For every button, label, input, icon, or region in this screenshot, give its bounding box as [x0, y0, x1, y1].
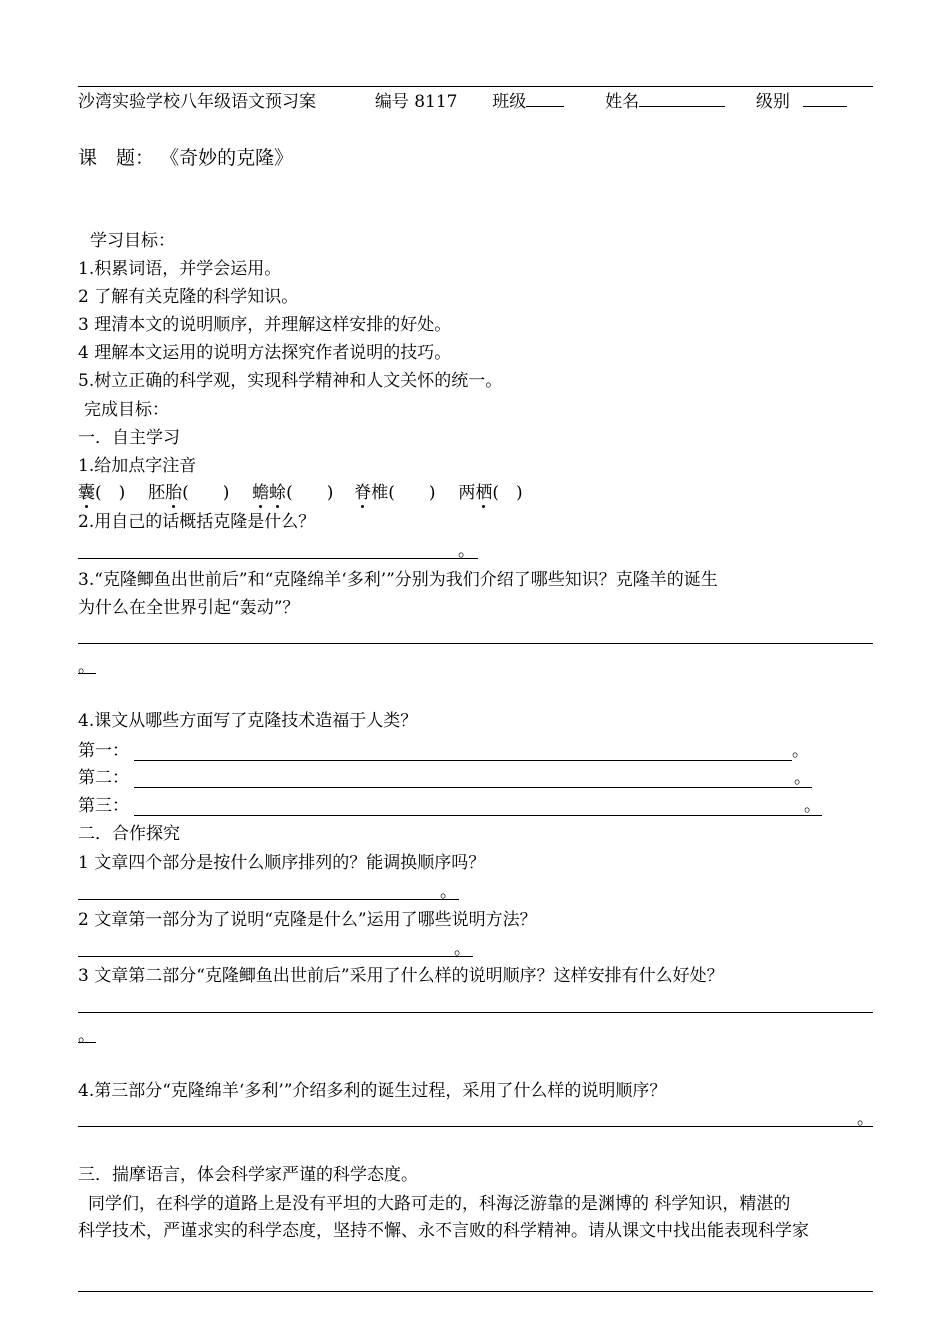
topic [78, 148, 293, 168]
full-stop: 。 [794, 768, 811, 788]
full-stop: 。 [458, 541, 475, 561]
full-stop: 。 [454, 939, 471, 959]
full-stop: 。 [78, 657, 95, 677]
q4-item-3: 第三： [78, 796, 129, 816]
doc-number: 编号 8117 [374, 92, 458, 112]
school-title: 沙湾实验学校八年级语文预习案 [78, 92, 316, 112]
answer-line-end [78, 1042, 96, 1043]
section1-q2: 2.用自己的话概括克隆是什么？ [78, 512, 316, 532]
objectives-heading: 学习目标： [90, 231, 175, 251]
section2-heading: 二．合作探究 [78, 824, 180, 844]
section2-q4: 4.第三部分“克隆绵羊‘多利’”介绍多利的诞生过程，采用了什么样的说明顺序？ [78, 1081, 667, 1101]
full-stop: 。 [78, 1026, 95, 1046]
full-stop: 。 [804, 796, 821, 816]
answer-line[interactable] [78, 1291, 873, 1292]
full-stop: 。 [792, 741, 809, 761]
objective-4: 4 理解本文运用的说明方法探究作者说明的技巧。 [78, 343, 452, 363]
q4-item-2: 第二： [78, 768, 129, 788]
answer-line[interactable] [134, 760, 792, 761]
complete-heading: 完成目标： [84, 400, 169, 420]
header-top-rule [78, 86, 873, 87]
answer-line[interactable] [78, 643, 873, 644]
section3-paragraph-line2: 科学技术，严谨求实的科学态度，坚持不懈、永不言败的科学精神。请从课文中找出能表现科学家 [78, 1221, 809, 1241]
section1-q3-line1: 3.“克隆鲫鱼出世前后”和“克隆绵羊‘多利’”分别为我们介绍了哪些知识？克隆羊的诞生 [78, 570, 718, 590]
answer-line-end [78, 673, 96, 674]
objective-5: 5.树立正确的科学观，实现科学精神和人文关怀的统一。 [78, 371, 503, 391]
section1-q4: 4.课文从哪些方面写了克隆技术造福于人类？ [78, 711, 418, 731]
section3-paragraph-line1: 同学们，在科学的道路上是没有平坦的大路可走的，科海泛游靠的是渊博的 科学知识，精湛的 [88, 1194, 791, 1214]
name-field[interactable] [639, 90, 725, 107]
level-label: 级别 [755, 92, 790, 112]
section1-q1: 1.给加点字注音 [78, 456, 197, 476]
dotted-char: 囊 [78, 483, 95, 503]
topic-title: 《奇妙的克隆》 [160, 147, 294, 169]
class-label: 班级 [492, 92, 527, 112]
dotted-char: 蜍 [269, 483, 287, 503]
section3-heading: 三．揣摩语言，体会科学家严谨的科学态度。 [78, 1165, 418, 1185]
answer-line[interactable] [78, 899, 459, 900]
topic-label: 课 题： [78, 147, 155, 169]
section2-q1: 1 文章四个部分是按什么顺序排列的？能调换顺序吗？ [78, 853, 486, 873]
section2-q2: 2 文章第一部分为了说明“克隆是什么”运用了哪些说明方法？ [78, 910, 537, 930]
dotted-char: 脊 [354, 483, 372, 503]
dotted-char: 胎 [165, 483, 183, 503]
name-label: 姓名 [605, 92, 640, 112]
objective-1: 1.积累词语，并学会运用。 [78, 259, 282, 279]
dotted-char: 蟾 [252, 483, 270, 503]
header [78, 90, 847, 112]
answer-line[interactable] [134, 815, 822, 816]
answer-line[interactable] [134, 787, 812, 788]
answer-line[interactable] [78, 1126, 873, 1127]
answer-line[interactable] [78, 558, 478, 559]
answer-line[interactable] [78, 956, 473, 957]
class-field[interactable] [526, 90, 564, 107]
level-field[interactable] [803, 90, 847, 107]
q4-item-1: 第一： [78, 741, 129, 761]
answer-line[interactable] [78, 1012, 873, 1013]
section2-q3: 3 文章第二部分“克隆鲫鱼出世前后”采用了什么样的说明顺序？这样安排有什么好处？ [78, 966, 724, 986]
pinyin-row: 囊( ) 胚胎( ) 蟾蜍( ) 脊椎( ) 两栖( ) [78, 483, 523, 503]
objective-2: 2 了解有关克隆的科学知识。 [78, 287, 299, 307]
section1-q3-line2: 为什么在全世界引起“轰动”？ [78, 598, 300, 618]
section1-heading: 一．自主学习 [78, 428, 180, 448]
dotted-char: 栖 [475, 483, 493, 503]
objective-3: 3 理清本文的说明顺序，并理解这样安排的好处。 [78, 315, 452, 335]
full-stop: 。 [440, 882, 457, 902]
full-stop: 。 [857, 1109, 874, 1129]
